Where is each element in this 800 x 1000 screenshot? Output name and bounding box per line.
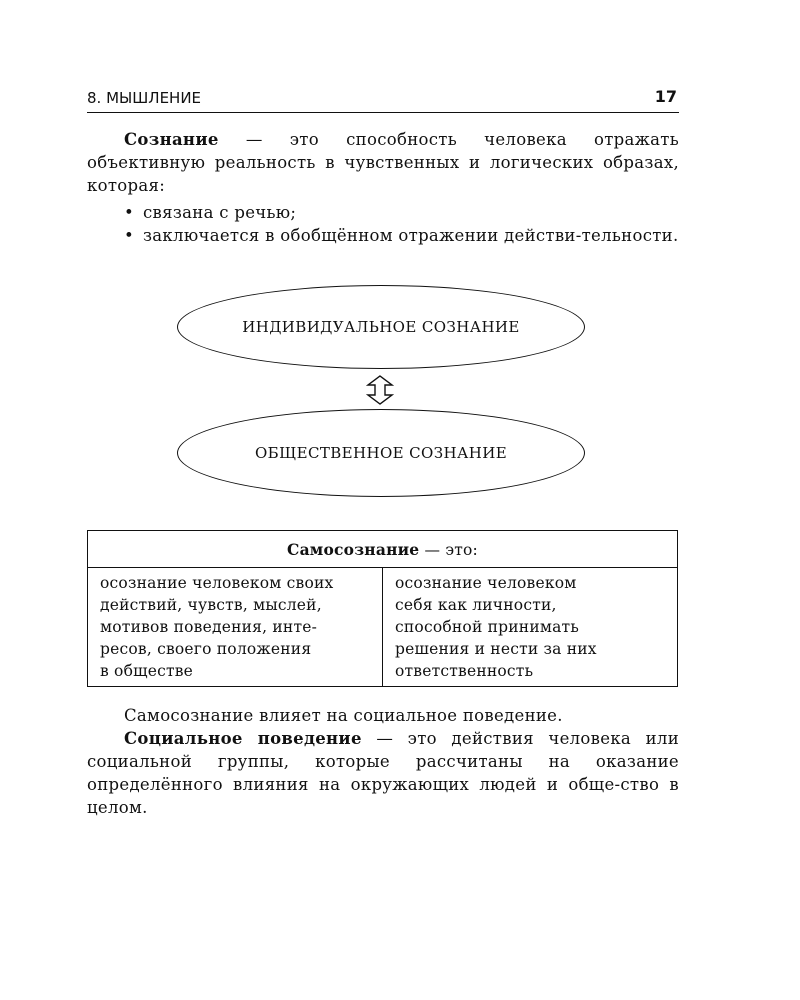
term-self-consciousness: Самосознание	[287, 539, 420, 559]
table-header	[88, 531, 678, 568]
cell-line: ответственность	[395, 662, 534, 680]
self-consciousness-table	[87, 530, 678, 687]
cell-line: способной принимать	[395, 618, 579, 636]
self-consciousness-influence: Самосознание влияет на социальное поведение.	[124, 706, 563, 725]
section-title: 8. МЫШЛЕНИЕ	[87, 89, 202, 107]
cell-line: себя как личности,	[395, 596, 557, 614]
consciousness-definition	[87, 128, 679, 197]
cell-line: осознание человеком	[395, 574, 577, 592]
table-cell-right	[383, 568, 678, 687]
cell-line: мотивов поведения, инте-	[100, 618, 318, 636]
bullet-marker: •	[124, 226, 135, 245]
cell-line: осознание человеком своих	[100, 574, 334, 592]
social-behavior-definition-text: — это действия человека или социальной группы, которые рассчитаны на оказание определённого влияния на окружающих людей и обще-ство в целом.	[87, 729, 679, 817]
list-item	[124, 201, 688, 224]
term-social-behavior: Социальное поведение	[124, 729, 362, 748]
cell-line: действий, чувств, мыслей,	[100, 596, 322, 614]
cell-line: решения и нести за них	[395, 640, 597, 658]
table-cell-left	[88, 568, 383, 687]
cell-line: ресов, своего положения	[100, 640, 312, 658]
table-header-rest: — это:	[419, 540, 478, 559]
list-item-text: заключается в обобщённом отражении действи-тельности.	[143, 226, 679, 245]
table-row	[88, 568, 678, 687]
bullet-marker: •	[124, 203, 135, 222]
consciousness-diagram	[170, 285, 590, 500]
cell-line: в обществе	[100, 662, 194, 680]
list-item-text: связана с речью;	[143, 203, 297, 222]
page-number: 17	[654, 87, 677, 106]
double-arrow-icon	[366, 375, 394, 405]
list-item	[124, 224, 688, 247]
ellipse-social-consciousness	[177, 409, 585, 497]
page-header	[87, 88, 679, 113]
term-consciousness: Сознание	[124, 130, 219, 149]
ellipse-label: ОБЩЕСТВЕННОЕ СОЗНАНИЕ	[254, 444, 508, 462]
ellipse-label: ИНДИВИДУАЛЬНОЕ СОЗНАНИЕ	[242, 318, 520, 336]
consciousness-definition-text: — это способность человека отражать объективную реальность в чувственных и логических образах, которая:	[87, 130, 679, 195]
social-behavior-definition	[87, 727, 679, 819]
consciousness-properties-list	[124, 201, 688, 247]
ellipse-individual-consciousness	[177, 285, 585, 369]
